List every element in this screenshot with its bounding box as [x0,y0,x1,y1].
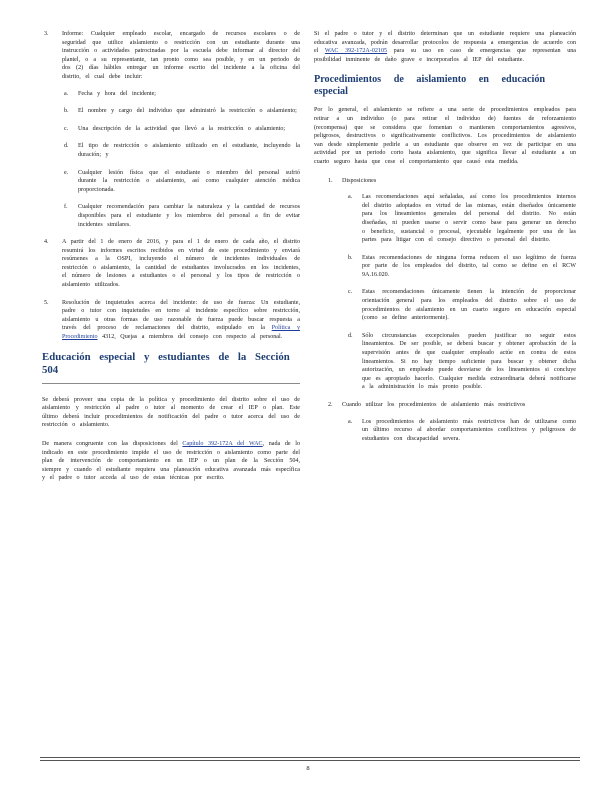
wac-link[interactable]: WAC 392-172A-02105 [324,48,388,55]
sub-item-d [62,142,300,159]
sub-text: Una descripción de la actividad que llevó a la restricción o aislamiento; [78,125,286,132]
sub-text: El nombre y cargo del individuo que administró la restricción o aislamiento; [78,108,297,115]
page-number: 8 [306,765,310,772]
footer-rule-bottom [40,760,580,761]
sub-marker: c. [64,125,69,132]
paragraph-wac [42,440,300,483]
numbered-item-4 [42,238,300,290]
section-heading-special-education: Educación especial y estudiantes de la Sección 504 [42,350,290,376]
para-text-before: Si el padre o tutor y el distrito determinan que un estudiante requiere una planeación educativa avanzada, podrán desarrollar protocolos de respuesta a emergencias de acuerdo con el [314,31,576,55]
footer-rule-top [40,757,580,758]
sub-text: Cualquier lesión física que el estudiante o miembro del personal sufrió durante la restricción o aislamiento, así como cualquier atención médica proporcionada. [78,169,300,193]
sub-item-c [342,288,576,322]
numbered-item-5 [42,299,300,342]
sub-marker: b. [348,254,353,261]
item-marker: 1. [328,177,333,184]
sub-text: Estas recomendaciones únicamente tienen la intención de proporcionar orientación general para los empleados del distrito sobre el uso de procedimientos de aislamiento en un cuarto seguro en educación especial (como se define anteriormente). [362,289,576,322]
section-heading-isolation-procedures: Procedimientos de aislamiento en educación especial [314,74,546,98]
sub-text: Estas recomendaciones de ninguna forma reducen el uso legítimo de fuerza por parte de los empleados del distrito, tal como se define en el RCW 9A.16.020. [362,254,576,278]
sub-list [62,90,300,230]
sub-marker: a. [64,90,69,97]
sub-item-a [342,418,576,444]
paragraph-isolation-definition: Por lo general, el aislamiento se refiere a una serie de procedimientos empleados para retirar a un individuo (o para retirar el individuo de) fuentes de reforzamiento (recompensa) que se considera que fomentan o mantienen comportamientos agresivos, peligrosos, destructivos o significativamente conflictivos. Los procedimientos de aislamiento van desde simplemente pedirle a un estudiante que observe en vez de participar en una actividad por un periodo corto hasta aislamiento, que significa llevar al estudiante a un cuarto seguro hasta que cese el comportamiento que causó esta medida. [314,107,576,165]
item-text: Informe: Cualquier empleado escolar, encargado de recursos escolares o de seguridad que utilice aislamiento o restricción con un estudiante durante una instrucción o actividades patrocinadas por la escuela debe informar al director del plantel, o a su representante, tan pronto como sea posible, y en un periodo de dos (2) días hábiles entregar un informe escrito del incidente a la oficina del distrito, el cual debe incluir: [62,31,300,80]
sub-item-b [62,107,300,116]
sub-marker: a. [348,194,353,201]
para-text-before: De manera congruente con las disposiciones del [42,441,183,447]
numbered-item-3 [42,30,300,229]
sub-item-d [342,332,576,392]
paragraph-copy-policy: Se deberá proveer una copia de la política y procedimiento del distrito sobre el uso de aislamiento y restricción al padre o tutor al momento de crear el IEP o plan. Este último deberá incluir procedimientos de notificación del padre o tutor acerca del uso de restricción o aislamiento. [42,396,300,429]
sub-text: El tipo de restricción o aislamiento utilizado en el estudiante, incluyendo la duración; y [78,143,300,158]
item-text: Disposiciones [342,177,377,184]
sub-list [342,193,576,392]
sub-item-f [62,203,300,229]
sub-text: Sólo circunstancias excepcionales pueden justificar no seguir estos lineamientos. De ser posible, se deberá buscar y obtener aprobación de la supervisión antes de que cualquier empleado actúe en contra de estos lineamientos. Si no hay tiempo suficiente para buscar y obtener dicha autorización, un empleado puede desviarse de los lineamientos si concluye que es apropiado hacerlo. Cualquier medida extraordinaria deberá notificarse a la administración lo más pronto posible. [362,332,576,391]
numbered-item-1 [314,177,576,392]
sub-marker: e. [64,169,69,176]
item-text-before: Resolución de inquietudes acerca del incidente: de uso de fuerza: Un estudiante, padre o tutor con inquietudes en torno al incidente específico sobre restricción, aislamiento u otras formas de uso razonable de fuerza puede buscar respuesta a través del proceso de reclamaciones del distrito, estipulado en la [62,299,300,332]
item-marker: 2. [328,402,333,408]
item-marker: 5. [44,299,49,306]
sub-marker: f. [64,204,68,211]
wac-chapter-link[interactable]: Capítulo 392-172A del WAC [182,441,263,447]
right-column [314,30,576,452]
heading-divider [42,383,300,384]
sub-item-a [62,90,300,99]
item-text [62,299,300,342]
item-text: Cuando utilizar los procedimientos de aislamiento más restrictivos [342,402,526,408]
sub-item-b [342,254,576,280]
sub-item-c [62,125,300,134]
sub-marker: a. [348,418,353,425]
item-marker: 4. [44,239,49,246]
sub-marker: c. [348,289,353,296]
para-text-after: , nada de lo indicado en este procedimiento impide el uso de restricción o aislamiento como parte del plan de intervención de comportamiento en un IEP o un plan de la Sección 504, siempre y cuando el estudiante requiera una planeación educativa avanzada más específica y el padre o tutor acceda al uso de estas técnicas por escrito. [42,441,301,482]
sub-marker: d. [64,143,69,150]
sub-text: Las recomendaciones aquí señaladas, así como los procedimientos internos del distrito adoptados en virtud de las mismas, están diseñados únicamente para los lineamientos generales del personal del distrito. No están diseñadas, ni pueden usarse o servir como base para generar un derecho o beneficio, sustancial o procesal, ejecutable legalmente por una de las partes para litigar con el consejo directivo o personal del distrito. [362,194,576,244]
left-column [42,30,300,493]
policy-link[interactable]: Política y Procedimiento [62,325,300,341]
sub-item-e [62,169,300,195]
paragraph-intro [314,30,576,64]
item-text: A partir del 1 de enero de 2016, y para el 1 de enero de cada año, el distrito resumirá los informes escritos recibidos en virtud de este procedimiento y enviará resúmenes a la OSPI, incluyendo el número de incidentes individuales de restricción o aislamiento, la cantidad de estudiantes involucrados en los incidentes, el número de lesiones a estudiantes o el personal y los tipos de restricción o aislamiento utilizados. [62,239,300,289]
item-marker: 3. [44,31,49,37]
numbered-item-2 [314,401,576,443]
item-text-after: 4312, Quejas a miembros del consejo con respecto al personal. [97,334,283,341]
sub-item-a [342,193,576,245]
sub-text: Los procedimientos de aislamiento más restrictivos han de utilizarse como un último recurso al abordar comportamientos conflictivos y peligrosos de estudiantes con discapacidad severa. [362,418,576,442]
sub-marker: d. [348,332,353,339]
sub-marker: b. [64,108,69,115]
sub-text: Cualquier recomendación para cambiar la naturaleza y la cantidad de recursos disponibles para el estudiante y los miembros del personal a fin de evitar incidentes similares. [78,204,300,228]
sub-list [342,418,576,444]
para-text-after: para su uso en caso de emergencias que representan una posibilidad inminente de daño grave e incorporarlos al IEP del estudiante. [314,48,576,63]
sub-text: Fecha y hora del incidente; [78,90,156,97]
